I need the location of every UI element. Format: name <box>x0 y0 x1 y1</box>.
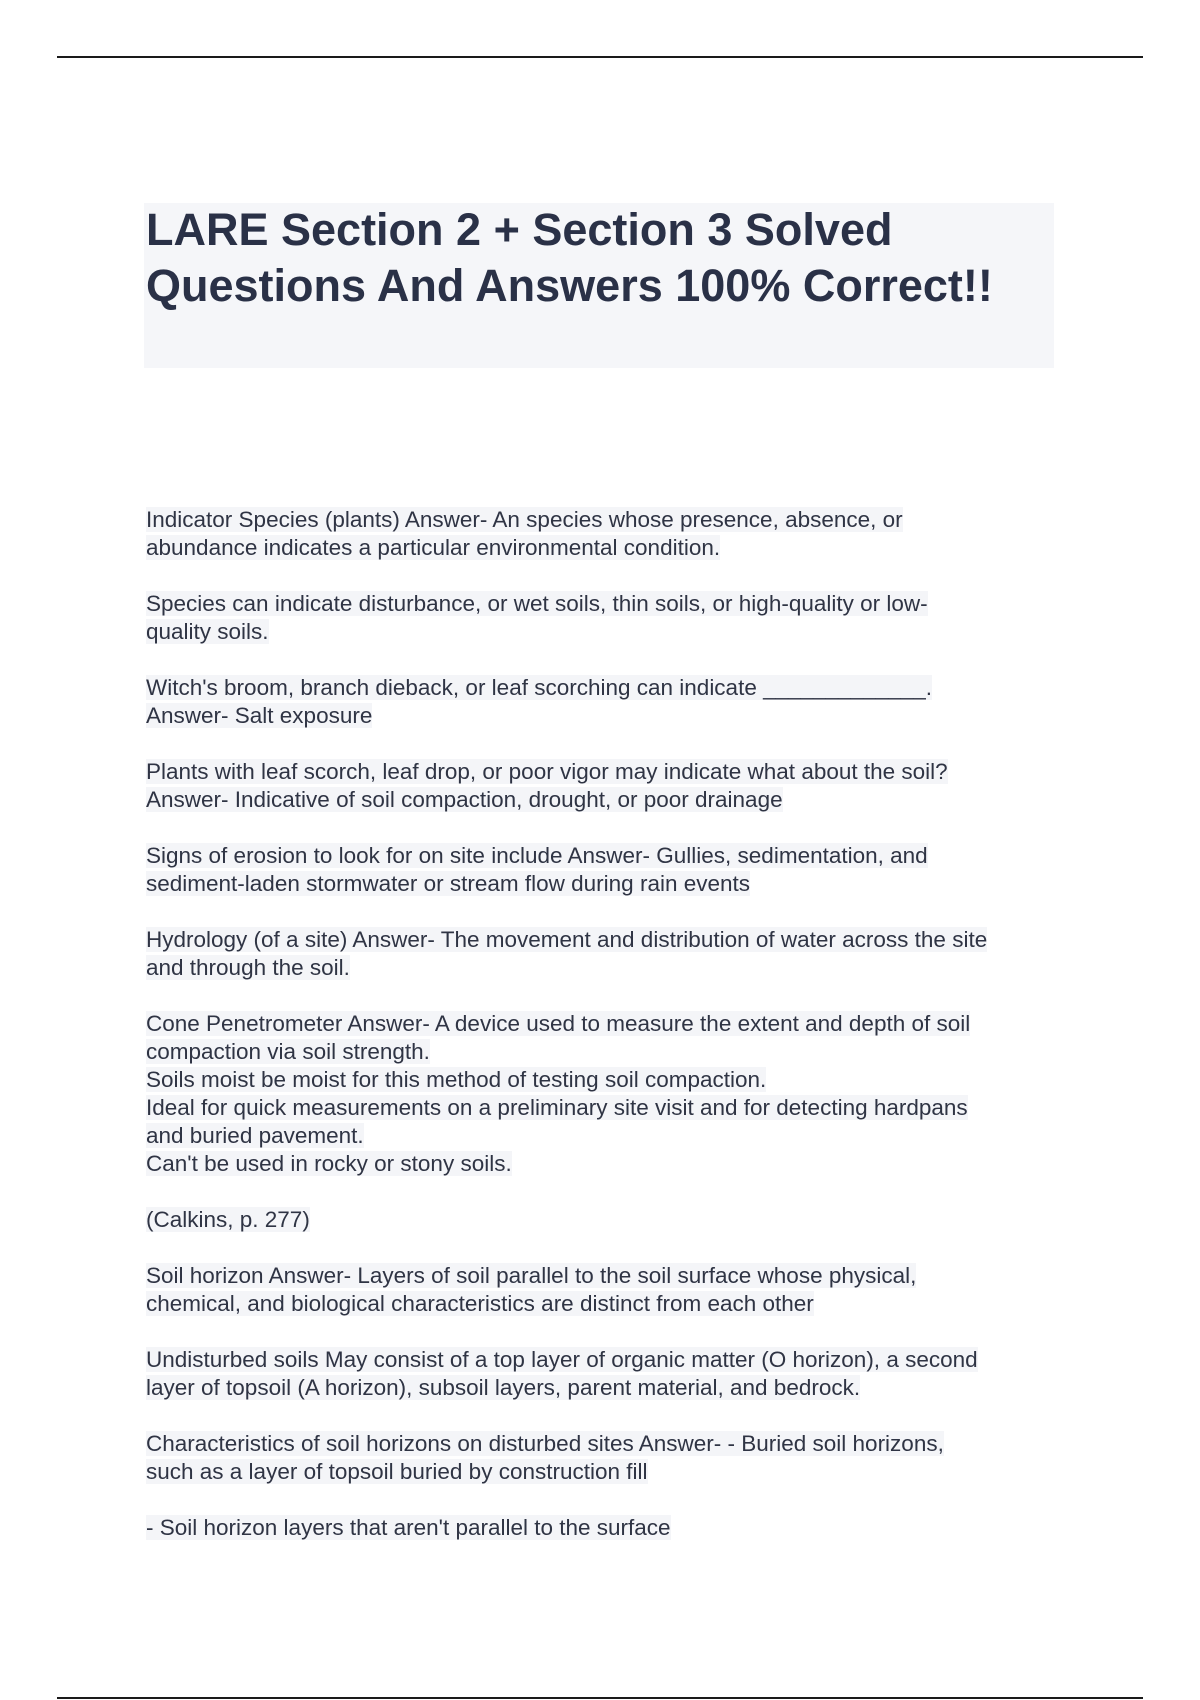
paragraph-line <box>146 758 1061 786</box>
paragraph-line <box>146 1458 1061 1486</box>
line-text: sediment-laden stormwater or stream flow during rain events <box>146 871 751 896</box>
paragraph-line <box>146 1262 1061 1290</box>
qa-paragraph <box>146 1206 1061 1234</box>
paragraph-line <box>146 674 1061 702</box>
qa-paragraph <box>146 1430 1061 1486</box>
paragraph-line <box>146 926 1061 954</box>
line-text: Witch's broom, branch dieback, or leaf scorching can indicate _____________. <box>146 675 933 700</box>
qa-paragraph <box>146 758 1061 814</box>
qa-paragraph <box>146 1514 1061 1542</box>
line-text: Ideal for quick measurements on a preliminary site visit and for detecting hardpans <box>146 1095 968 1120</box>
top-rule <box>57 56 1143 58</box>
line-text: Species can indicate disturbance, or wet soils, thin soils, or high-quality or low- <box>146 591 928 616</box>
paragraph-line <box>146 1010 1061 1038</box>
paragraph-line <box>146 618 1061 646</box>
line-text: Cone Penetrometer Answer- A device used to measure the extent and depth of soil <box>146 1011 971 1036</box>
paragraph-line <box>146 1150 1061 1178</box>
paragraph-line <box>146 842 1061 870</box>
paragraph-line <box>146 702 1061 730</box>
document-title: LARE Section 2 + Section 3 Solved Questions And Answers 100% Correct!! <box>146 204 993 311</box>
qa-paragraph <box>146 590 1061 646</box>
paragraph-line <box>146 1430 1061 1458</box>
qa-paragraph <box>146 506 1061 562</box>
line-text: Undisturbed soils May consist of a top layer of organic matter (O horizon), a second <box>146 1347 978 1372</box>
paragraph-line <box>146 1038 1061 1066</box>
line-text: and buried pavement. <box>146 1123 364 1148</box>
line-text: quality soils. <box>146 619 269 644</box>
paragraph-line <box>146 870 1061 898</box>
paragraph-line <box>146 1346 1061 1374</box>
line-text: Signs of erosion to look for on site include Answer- Gullies, sedimentation, and <box>146 843 928 868</box>
line-text: Answer- Salt exposure <box>146 703 373 728</box>
line-text: Characteristics of soil horizons on disturbed sites Answer- - Buried soil horizons, <box>146 1431 944 1456</box>
line-text: abundance indicates a particular environmental condition. <box>146 535 721 560</box>
paragraph-line <box>146 590 1061 618</box>
line-text: Answer- Indicative of soil compaction, drought, or poor drainage <box>146 787 783 812</box>
paragraph-line <box>146 534 1061 562</box>
line-text: Soil horizon Answer- Layers of soil parallel to the soil surface whose physical, <box>146 1263 917 1288</box>
paragraph-line <box>146 1122 1061 1150</box>
paragraph-line <box>146 1066 1061 1094</box>
line-text: layer of topsoil (A horizon), subsoil layers, parent material, and bedrock. <box>146 1375 861 1400</box>
paragraph-line <box>146 1514 1061 1542</box>
line-text: Soils moist be moist for this method of testing soil compaction. <box>146 1067 767 1092</box>
line-text: such as a layer of topsoil buried by construction fill <box>146 1459 648 1484</box>
line-text: compaction via soil strength. <box>146 1039 430 1064</box>
paragraph-line <box>146 954 1061 982</box>
line-text: chemical, and biological characteristics are distinct from each other <box>146 1291 814 1316</box>
line-text: and through the soil. <box>146 955 350 980</box>
qa-paragraph <box>146 1346 1061 1402</box>
paragraph-line <box>146 1206 1061 1234</box>
paragraph-line <box>146 1374 1061 1402</box>
line-text: - Soil horizon layers that aren't parallel to the surface <box>146 1515 671 1540</box>
paragraph-line <box>146 506 1061 534</box>
paragraph-line <box>146 1094 1061 1122</box>
line-text: Plants with leaf scorch, leaf drop, or poor vigor may indicate what about the soil? <box>146 759 948 784</box>
bottom-rule <box>57 1697 1143 1699</box>
paragraph-line <box>146 1290 1061 1318</box>
line-text: Can't be used in rocky or stony soils. <box>146 1151 512 1176</box>
paragraph-line <box>146 786 1061 814</box>
line-text: Hydrology (of a site) Answer- The movement and distribution of water across the site <box>146 927 988 952</box>
qa-paragraph <box>146 1262 1061 1318</box>
qa-paragraph <box>146 842 1061 898</box>
qa-paragraph <box>146 1010 1061 1178</box>
document-body <box>146 506 1061 1570</box>
line-text: Indicator Species (plants) Answer- An species whose presence, absence, or <box>146 507 903 532</box>
line-text: (Calkins, p. 277) <box>146 1207 310 1232</box>
qa-paragraph <box>146 926 1061 982</box>
qa-paragraph <box>146 674 1061 730</box>
